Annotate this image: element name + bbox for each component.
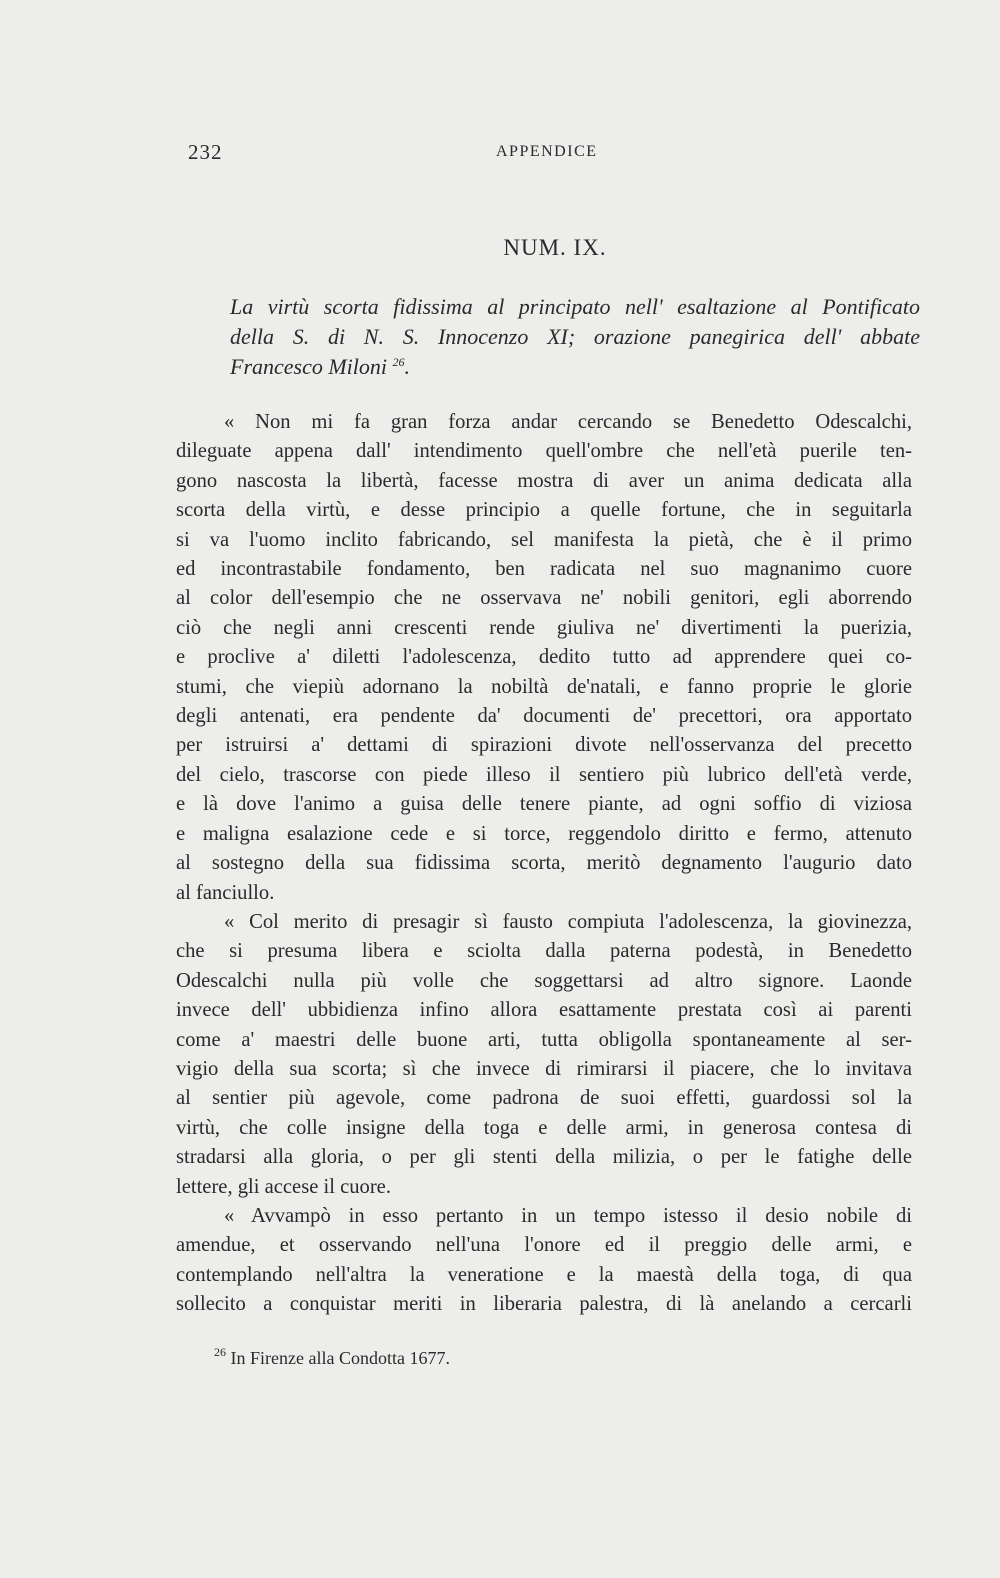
text-line: dileguate appena dall' intendimento quell'ombre che nell'età puerile ten- bbox=[176, 440, 912, 463]
title-line-last: Francesco Miloni $^{26}$. bbox=[230, 354, 411, 379]
page-number: 232 bbox=[188, 140, 223, 164]
text-line: vigio della sua scorta; sì che invece di rimirarsi il piacere, che lo invitava bbox=[176, 1057, 912, 1080]
text-line: del cielo, trascorse con piede illeso il sentiero più lubrico dell'età verde, bbox=[176, 763, 912, 786]
text-line: amendue, et osservando nell'una l'onore ed il preggio delle armi, e bbox=[176, 1234, 912, 1257]
paragraph bbox=[176, 908, 912, 1202]
footnote-text: In Firenze alla Condotta 1677. bbox=[230, 1348, 450, 1368]
paragraph bbox=[176, 1202, 912, 1320]
text-line: al sentier più agevole, come padrona de suoi effetti, guardossi sol la bbox=[176, 1087, 912, 1110]
running-head: APPENDICE bbox=[496, 143, 598, 160]
section-heading: NUM. IX. bbox=[503, 235, 607, 260]
text-line: ed incontrastabile fondamento, ben radicata nel suo magnanimo cuore bbox=[176, 558, 912, 581]
footnote-reference: 26 bbox=[392, 355, 405, 369]
text-line: invece dell' ubbidienza infino allora esattamente prestata così ai parenti bbox=[176, 999, 912, 1022]
text-line: Odescalchi nulla più volle che soggettarsi ad altro signore. Laonde bbox=[176, 969, 912, 992]
title-line: Francesco Miloni bbox=[230, 354, 388, 379]
text-line: gono nascosta la libertà, facesse mostra di aver un anima dedicata alla bbox=[176, 469, 912, 492]
text-line: al sostegno della sua fidissima scorta, meritò degnamento l'augurio dato bbox=[176, 852, 912, 875]
paragraph bbox=[176, 408, 912, 908]
text-line: « Col merito di presagir sì fausto compiuta l'adolescenza, la giovinezza, bbox=[224, 910, 912, 933]
text-line: e proclive a' diletti l'adolescenza, dedito tutto ad apprendere quei co- bbox=[176, 646, 912, 669]
text-line: al fanciullo. bbox=[176, 881, 275, 904]
text-line: « Avvampò in esso pertanto in un tempo istesso il desio nobile di bbox=[224, 1204, 912, 1227]
text-line: al color dell'esempio che ne osservava ne' nobili genitori, egli aborrendo bbox=[176, 587, 912, 610]
text-line: virtù, che colle insigne della toga e delle armi, in generosa contesa di bbox=[176, 1116, 912, 1139]
text-line: « Non mi fa gran forza andar cercando se Benedetto Odescalchi, bbox=[224, 411, 912, 433]
text-line: scorta della virtù, e desse principio a quelle fortune, che in seguitarla bbox=[176, 499, 912, 522]
text-line: ciò che negli anni crescenti rende giuliva ne' divertimenti la puerizia, bbox=[176, 616, 912, 639]
text-line: si va l'uomo inclito fabricando, sel manifesta la pietà, che è il primo bbox=[176, 528, 912, 551]
text-line: e maligna esalazione cede e si torce, reggendolo diritto e fermo, attenuto bbox=[176, 822, 912, 845]
footnote-number: 26 bbox=[214, 1345, 226, 1359]
document-title bbox=[230, 292, 920, 382]
page-header bbox=[188, 140, 918, 170]
title-line: La virtù scorta fidissima al principato nell' esaltazione al Pontificato bbox=[230, 294, 920, 319]
footnote bbox=[214, 1345, 714, 1369]
text-line: sollecito a conquistar meriti in liberaria palestra, di là anelando a cercarli bbox=[176, 1293, 912, 1316]
text-line: contemplando nell'altra la veneratione e la maestà della toga, di qua bbox=[176, 1263, 912, 1286]
title-line: della S. di N. S. Innocenzo XI; orazione panegirica dell' abbate bbox=[230, 324, 920, 349]
text-line: e là dove l'animo a guisa delle tenere piante, ad ogni soffio di viziosa bbox=[176, 793, 912, 816]
text-line: stradarsi alla gloria, o per gli stenti della milizia, o per le fatighe delle bbox=[176, 1146, 912, 1169]
body-text bbox=[176, 408, 912, 1320]
text-line: stumi, che viepiù adornano la nobiltà de'natali, e fanno proprie le glorie bbox=[176, 675, 912, 698]
text-line: lettere, gli accese il cuore. bbox=[176, 1175, 391, 1198]
text-line: degli antenati, era pendente da' documenti de' precettori, ora apportato bbox=[176, 705, 912, 728]
text-line: per istruirsi a' dettami di spirazioni divote nell'osservanza del precetto bbox=[176, 734, 912, 757]
text-line: come a' maestri delle buone arti, tutta obligolla spontaneamente al ser- bbox=[176, 1028, 912, 1051]
text-line: che si presuma libera e sciolta dalla paterna podestà, in Benedetto bbox=[176, 940, 912, 963]
